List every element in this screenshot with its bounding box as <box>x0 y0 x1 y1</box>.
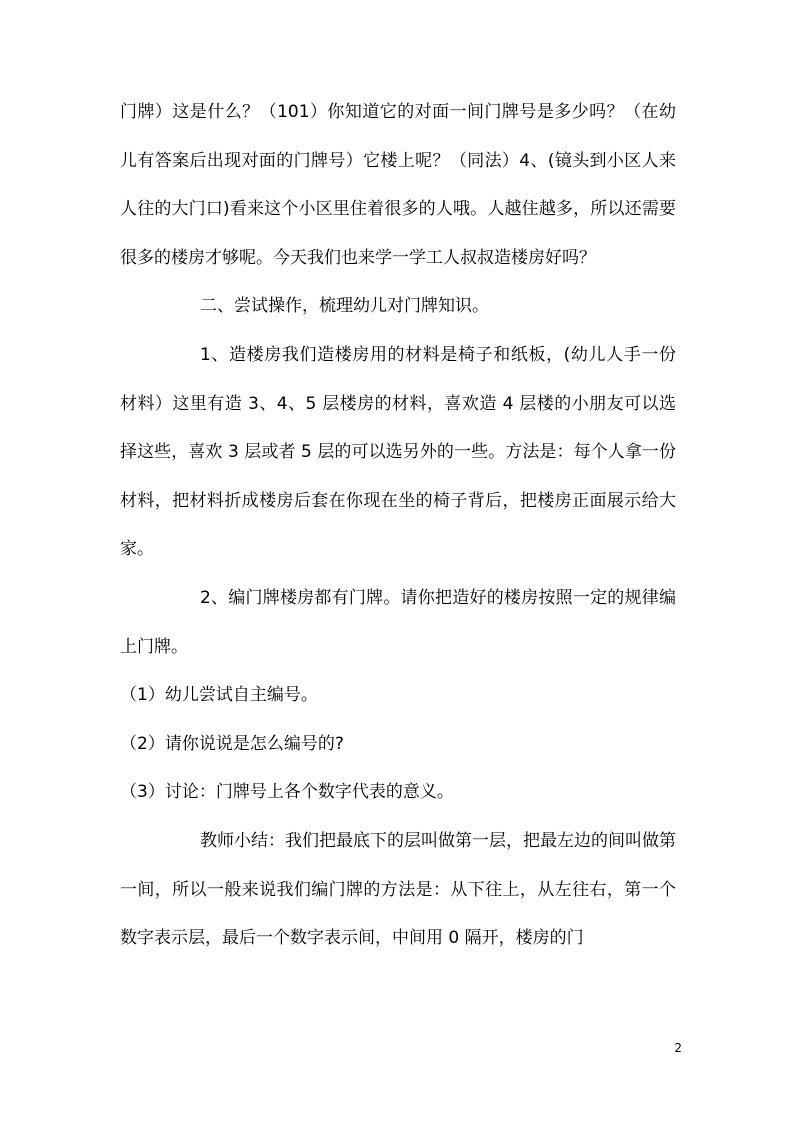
page-number: 2 <box>674 1041 682 1055</box>
list-item-1: （1）幼儿尝试自主编号。 <box>120 685 318 706</box>
list-item-3: （3）讨论：门牌号上各个数字代表的意义。 <box>120 782 454 803</box>
list-item-2: （2）请你说说是怎么编号的? <box>120 733 344 754</box>
paragraph-step-1: 1、造楼房我们造楼房用的材料是椅子和纸板，(幼儿人手一份材料）这里有造 3、4、5 层楼房的材料，喜欢造 4 层楼的小朋友可以选择这些，喜欢 3 层或者 5 层的可以选另外的一些。方法是：每个人拿一份材料，把材料折成楼房后套在你现在坐的椅子背后，把楼房正面展示给大家。 <box>120 344 676 560</box>
paragraph-intro-continuation: 门牌）这是什么？（101）你知道它的对面一间门牌号是多少吗？（在幼儿有答案后出现对面的门牌号）它楼上呢？（同法）4、(镜头到小区人来人往的大门口)看来这个小区里住着很多的人哦。人越住越多，所以还需要很多的楼房才够呢。今天我们也来学一学工人叔叔造楼房好吗？ <box>120 102 676 268</box>
body-text <box>120 88 676 963</box>
paragraph-step-2: 2、编门牌楼房都有门牌。请你把造好的楼房按照一定的规律编上门牌。 <box>120 587 676 657</box>
paragraph-teacher-summary: 教师小结：我们把最底下的层叫做第一层，把最左边的间叫做第一间，所以一般来说我们编门牌的方法是：从下往上，从左往右，第一个数字表示层，最后一个数字表示间，中间用 0 隔开，楼房的门 <box>120 830 676 949</box>
section-heading: 二、尝试操作，梳理幼儿对门牌知识。 <box>200 296 489 317</box>
